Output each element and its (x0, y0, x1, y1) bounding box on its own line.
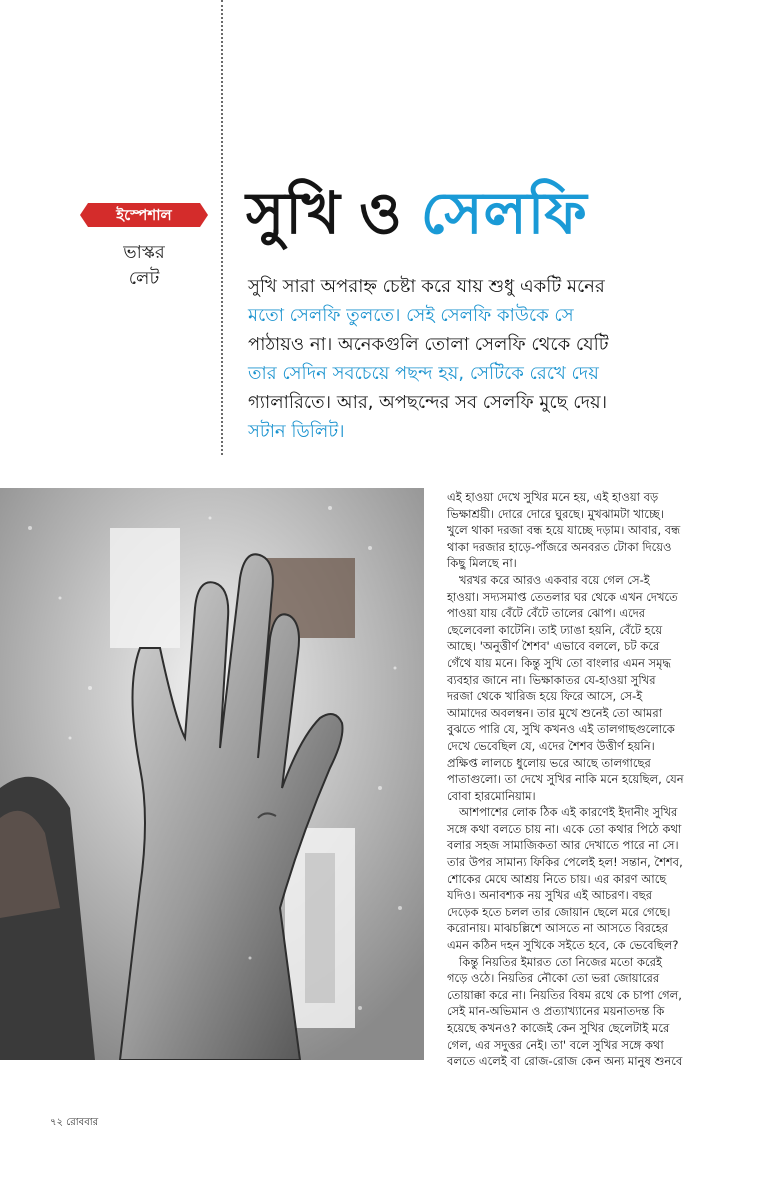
dotted-divider (221, 0, 223, 455)
body-paragraph (447, 572, 759, 804)
body-line: গড়ে ওঠে। নিয়তির নৌকো তো ভরা জোয়ারের (447, 971, 660, 986)
body-line: যদিও। অনাবশ্যক নয় সুখির এই আচরণ। বছর (447, 888, 653, 903)
body-line: দেড়েক হতে চলল তার জোয়ান ছেলে মরে গেছে। (447, 904, 671, 919)
special-badge: ইস্পেশাল (88, 203, 200, 227)
author-byline (88, 240, 200, 292)
body-line: ভিক্ষাশ্রয়ী। দোরে দোরে ঘুরছে। মুখঝামটা খাচ্ছে। (447, 506, 664, 521)
body-line: করোনায়। মাঝচল্লিশে আসতে না আসতে বিরহের (447, 921, 668, 936)
intro-line: পাঠায়ও না। অনেকগুলি তোলা সেলফি থেকে যেটি (248, 334, 609, 355)
body-line: এই হাওয়া দেখে সুখির মনে হয়, এই হাওয়া বড় (447, 490, 659, 504)
body-line: ব্যবহার জানে না। ভিক্ষাকাতর যে-হাওয়া সুখির (447, 672, 656, 687)
body-line: দেখে ভেবেছিল যে, এদের শৈশব উত্তীর্ণ হয়নি। (447, 738, 655, 753)
title-word-3: সেলফি (420, 179, 588, 247)
body-line: হাওয়া। সদ্যসমাপ্ত তেতলার ঘর থেকে এখন দেখতে (447, 589, 678, 604)
body-line: তার উপর সামান্য ফিকির পেলেই হল! সন্তান, শৈশব, (447, 855, 683, 870)
body-line: কিন্তু নিয়তির ইমারত তো নিজের মতো করেই (459, 954, 662, 969)
intro-line: গ্যালারিতে। আর, অপছন্দের সব সেলফি মুছে দেয়। (248, 392, 608, 413)
body-line: বলতে এলেই বা রোজ-রোজ কেন অন্য মানুষ শুনবে (447, 1054, 683, 1069)
body-line: খুলে থাকা দরজা বন্ধ হয়ে যাচ্ছে দড়াম। আবার, বন্ধ (447, 523, 681, 538)
body-line: দরজা থেকে খারিজ হয়ে ফিরে আসে, সে-ই (447, 689, 643, 704)
body-line: ছেলেবেলা কাটেনি। তাই ঢ্যাঙা হয়নি, বেঁটে হয়ে (447, 622, 663, 637)
body-line: খরখর করে আরও একবার বয়ে গেল সে-ই (459, 572, 650, 587)
hand-on-rainy-window-photo (0, 488, 424, 1060)
body-line: থাকা দরজার হাড়ে-পাঁজরে অনবরত টোকা দিয়েও (447, 539, 672, 554)
intro-line: সটান ডিলিট। (248, 421, 345, 442)
body-line: পাওয়া যায় বেঁটে বেঁটে তালের ঝোপ। এদের (447, 606, 646, 621)
body-line: হয়েছে কখনও? কাজেই কেন সুখির ছেলেটাই মরে (447, 1021, 670, 1035)
photo-illustration (0, 488, 424, 1060)
body-line: কিছু মিলছে না। (447, 556, 517, 571)
body-line: বলার সহজ সামাজিকতা আর দেখাতে পারে না সে। (447, 838, 679, 853)
body-line: গেল, এর সদুত্তর নেই। তা' বলে সুখির সঙ্গে কথা (447, 1037, 664, 1052)
body-paragraph (447, 954, 759, 1070)
body-line: বোবা হারমোনিয়াম। (447, 788, 536, 803)
body-line: তোয়াক্কা করে না। নিয়তির বিষম রথে কে চাপা গেল, (447, 987, 682, 1002)
author-first-name: ভাস্কর (123, 242, 165, 263)
body-line: সেই মান-অভিমান ও প্রত্যাখ্যানের ময়নাতদন্ত কি (447, 1004, 665, 1019)
article-title (246, 178, 588, 248)
title-word-2: ও (359, 179, 403, 247)
body-line: গেঁথে যায় মনে। কিন্তু সুখি তো বাংলার এমন সমৃদ্ধ (447, 655, 671, 670)
article-body (447, 489, 759, 1070)
body-paragraph (447, 804, 759, 953)
body-line: আমাদের অবলম্বন। তার মুখে শুনেই তো আমরা (447, 705, 663, 720)
body-paragraph (447, 489, 759, 572)
intro-paragraph (248, 272, 678, 446)
title-word-1: সুখি (246, 179, 341, 247)
body-line: পাতাগুলো। তা দেখে সুখির নাকি মনে হয়েছিল, যেন (447, 772, 684, 787)
author-last-name: লেট (128, 268, 160, 289)
body-line: শোকের মেঘে আশ্রয় নিতে চায়। এর কারণ আছে (447, 871, 667, 886)
body-line: বুঝতে পারি যে, সুখি কখনও এই তালগাছগুলোকে (447, 722, 675, 737)
intro-line: সুখি সারা অপরাহ্ন চেষ্টা করে যায় শুধু একটি মনের (248, 276, 605, 297)
body-line: সঙ্গে কথা বলতে চায় না। একে তো কথার পিঠে কথা (447, 821, 682, 836)
body-line: এমন কঠিন দহন সুখিকে সইতে হবে, কে ভেবেছিল? (447, 938, 679, 953)
intro-line: তার সেদিন সবচেয়ে পছন্দ হয়, সেটিকে রেখে দেয় (248, 363, 599, 384)
body-line: আশপাশের লোক ঠিক এই কারণেই ইদানীং সুখির (459, 805, 678, 820)
page-footer: ৭২ রোববার (50, 1117, 99, 1128)
body-line: আছে। 'অনুত্তীর্ণ শৈশব' এভাবে বললে, চট করে (447, 639, 660, 654)
body-line: প্রক্ষিপ্ত লালচে ধুলোয় ভরে আছে তালগাছের (447, 755, 651, 770)
intro-line: মতো সেলফি তুলতে। সেই সেলফি কাউকে সে (248, 305, 574, 326)
